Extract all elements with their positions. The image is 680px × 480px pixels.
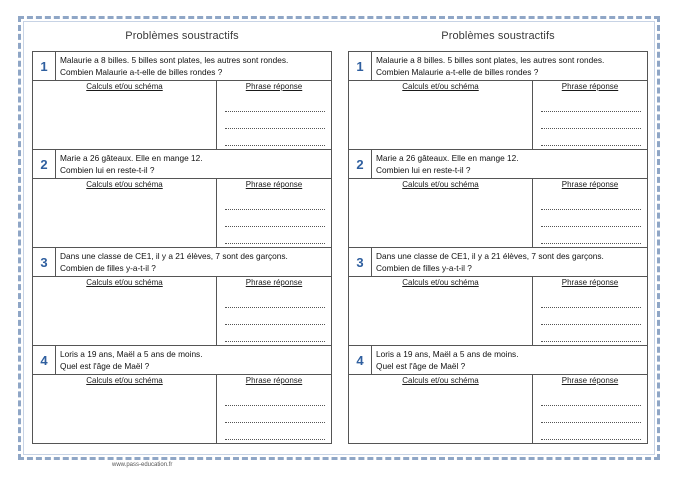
phrase-label: Phrase réponse (245, 376, 303, 385)
problem-line-1: Dans une classe de CE1, il y a 21 élèves, 7 sont des garçons. (60, 251, 288, 261)
problem-table (32, 51, 332, 444)
problem-header (33, 346, 331, 375)
problem-number: 2 (33, 150, 56, 178)
answer-line[interactable] (541, 193, 641, 210)
answer-line[interactable] (225, 227, 325, 244)
problem-line-2: Quel est l'âge de Maël ? (60, 361, 150, 371)
calc-label: Calculs et/ou schéma (402, 278, 479, 287)
problem-line-1: Malaurie a 8 billes. 5 billes sont plates, les autres sont rondes. (376, 55, 605, 65)
calc-box[interactable] (33, 375, 217, 443)
problem-3 (33, 248, 331, 346)
answer-line[interactable] (541, 406, 641, 423)
calc-box[interactable] (33, 277, 217, 345)
answer-lines (217, 291, 331, 342)
problem-line-2: Combien lui en reste-t-il ? (60, 165, 155, 175)
problem-line-2: Combien Malaurie a-t-elle de billes rondes ? (376, 67, 539, 77)
problem-statement (56, 52, 331, 80)
calc-box[interactable] (33, 179, 217, 247)
calc-label: Calculs et/ou schéma (86, 376, 163, 385)
answer-area (33, 179, 331, 247)
answer-lines (533, 291, 647, 342)
phrase-label: Phrase réponse (245, 278, 303, 287)
worksheet-title: Problèmes soustractifs (125, 30, 239, 42)
worksheet-left (32, 27, 332, 444)
answer-area (33, 81, 331, 149)
answer-line[interactable] (225, 423, 325, 440)
problem-header (33, 52, 331, 81)
phrase-label: Phrase réponse (245, 82, 303, 91)
answer-line[interactable] (225, 95, 325, 112)
problem-number: 3 (33, 248, 56, 276)
problem-line-1: Loris a 19 ans, Maël a 5 ans de moins. (60, 349, 203, 359)
phrase-label: Phrase réponse (561, 376, 619, 385)
problem-line-2: Combien de filles y-a-t-il ? (376, 263, 472, 273)
problem-line-1: Loris a 19 ans, Maël a 5 ans de moins. (376, 349, 519, 359)
calc-box[interactable] (33, 81, 217, 149)
calc-label: Calculs et/ou schéma (86, 82, 163, 91)
problem-4 (33, 346, 331, 444)
problem-line-2: Combien de filles y-a-t-il ? (60, 263, 156, 273)
calc-box[interactable] (349, 179, 533, 247)
calc-label: Calculs et/ou schéma (86, 278, 163, 287)
problem-line-1: Malaurie a 8 billes. 5 billes sont plates, les autres sont rondes. (60, 55, 289, 65)
problem-number: 4 (349, 346, 372, 374)
problem-header (349, 248, 647, 277)
phrase-label: Phrase réponse (245, 180, 303, 189)
answer-line[interactable] (541, 112, 641, 129)
problem-number: 1 (33, 52, 56, 80)
answer-line[interactable] (541, 423, 641, 440)
phrase-box[interactable] (217, 375, 331, 443)
answer-line[interactable] (541, 227, 641, 244)
problem-number: 3 (349, 248, 372, 276)
problem-3 (349, 248, 647, 346)
answer-line[interactable] (225, 406, 325, 423)
worksheet-title: Problèmes soustractifs (441, 30, 555, 42)
calc-label: Calculs et/ou schéma (402, 180, 479, 189)
problem-1 (33, 52, 331, 150)
answer-area (349, 81, 647, 149)
calc-label: Calculs et/ou schéma (402, 82, 479, 91)
problem-2 (33, 150, 331, 248)
problem-statement (372, 248, 647, 276)
problem-statement (372, 52, 647, 80)
answer-area (33, 277, 331, 345)
answer-lines (217, 95, 331, 146)
problem-statement (372, 150, 647, 178)
problem-header (349, 52, 647, 81)
phrase-label: Phrase réponse (561, 278, 619, 287)
answer-line[interactable] (541, 210, 641, 227)
problem-line-2: Combien Malaurie a-t-elle de billes rondes ? (60, 67, 223, 77)
problem-line-2: Quel est l'âge de Maël ? (376, 361, 466, 371)
problem-line-1: Marie a 26 gâteaux. Elle en mange 12. (60, 153, 203, 163)
problem-2 (349, 150, 647, 248)
problem-number: 2 (349, 150, 372, 178)
calc-box[interactable] (349, 81, 533, 149)
answer-line[interactable] (541, 389, 641, 406)
problem-header (349, 346, 647, 375)
phrase-label: Phrase réponse (561, 180, 619, 189)
answer-lines (533, 95, 647, 146)
problem-statement (56, 150, 331, 178)
problem-1 (349, 52, 647, 150)
answer-area (349, 179, 647, 247)
problem-header (33, 248, 331, 277)
problem-statement (372, 346, 647, 374)
calc-box[interactable] (349, 375, 533, 443)
calc-box[interactable] (349, 277, 533, 345)
problem-number: 1 (349, 52, 372, 80)
problem-statement (56, 248, 331, 276)
problem-header (33, 150, 331, 179)
answer-line[interactable] (225, 193, 325, 210)
answer-area (349, 277, 647, 345)
answer-line[interactable] (541, 129, 641, 146)
phrase-label: Phrase réponse (561, 82, 619, 91)
phrase-box[interactable] (533, 277, 647, 345)
phrase-box[interactable] (217, 81, 331, 149)
answer-lines (217, 389, 331, 440)
problem-line-1: Dans une classe de CE1, il y a 21 élèves, 7 sont des garçons. (376, 251, 604, 261)
answer-line[interactable] (541, 95, 641, 112)
answer-line[interactable] (225, 389, 325, 406)
answer-area (349, 375, 647, 443)
answer-line[interactable] (225, 129, 325, 146)
problem-4 (349, 346, 647, 444)
phrase-box[interactable] (217, 179, 331, 247)
answer-line[interactable] (541, 291, 641, 308)
answer-line[interactable] (225, 308, 325, 325)
answer-line[interactable] (541, 325, 641, 342)
page-border (18, 16, 660, 460)
problem-header (349, 150, 647, 179)
problem-table (348, 51, 648, 444)
problem-line-1: Marie a 26 gâteaux. Elle en mange 12. (376, 153, 519, 163)
footer-url[interactable]: www.pass-education.fr (112, 462, 173, 468)
answer-lines (217, 193, 331, 244)
phrase-box[interactable] (217, 277, 331, 345)
answer-line[interactable] (225, 112, 325, 129)
answer-line[interactable] (225, 291, 325, 308)
calc-label: Calculs et/ou schéma (86, 180, 163, 189)
worksheet-right (348, 27, 648, 444)
answer-line[interactable] (225, 210, 325, 227)
answer-lines (533, 389, 647, 440)
answer-line[interactable] (225, 325, 325, 342)
answer-area (33, 375, 331, 443)
phrase-box[interactable] (533, 375, 647, 443)
phrase-box[interactable] (533, 179, 647, 247)
calc-label: Calculs et/ou schéma (402, 376, 479, 385)
problem-number: 4 (33, 346, 56, 374)
answer-line[interactable] (541, 308, 641, 325)
problem-statement (56, 346, 331, 374)
problem-line-2: Combien lui en reste-t-il ? (376, 165, 471, 175)
phrase-box[interactable] (533, 81, 647, 149)
answer-lines (533, 193, 647, 244)
